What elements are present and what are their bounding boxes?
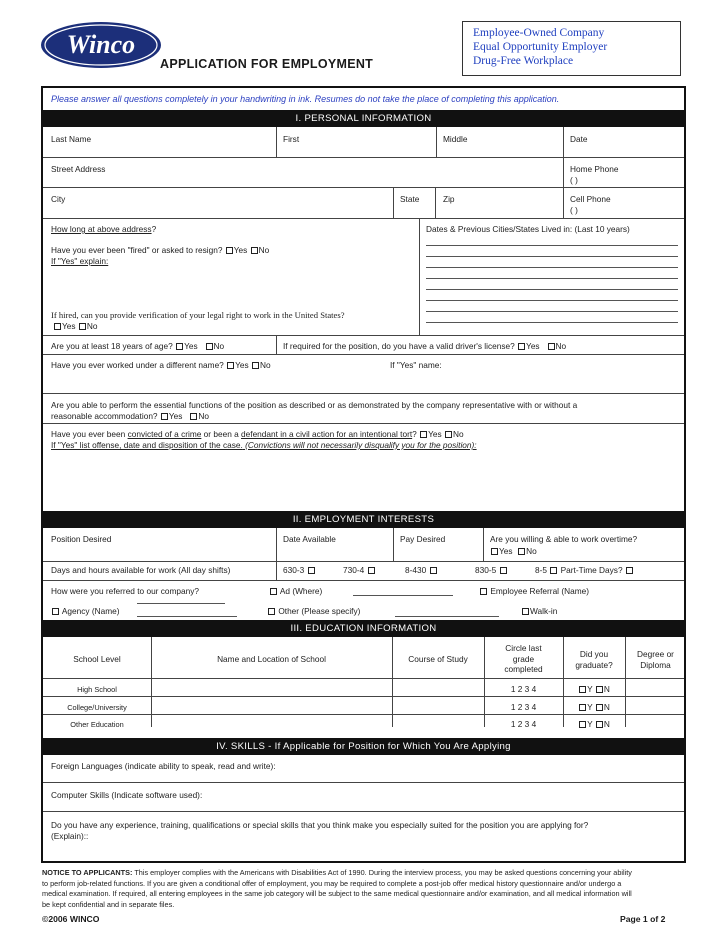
referral-other: Other (Please specify) <box>267 606 360 616</box>
shift-830-5: 830-5 <box>475 565 508 575</box>
section-heading-employment: II. EMPLOYMENT INTERESTS <box>43 511 684 528</box>
section-heading-personal: I. PERSONAL INFORMATION <box>43 110 684 127</box>
license-no-checkbox[interactable] <box>548 343 555 350</box>
date-label: Date <box>570 134 588 144</box>
street-address-label: Street Address <box>51 164 106 174</box>
course-of-study-header: Course of Study <box>408 654 468 664</box>
section-heading-education: III. EDUCATION INFORMATION <box>43 620 684 637</box>
fired-explain-label: If "Yes" explain: <box>51 256 109 266</box>
referral-walk-in: Walk-in <box>521 606 557 616</box>
diff-name-no-checkbox[interactable] <box>252 362 259 369</box>
diff-name-yes-checkbox[interactable] <box>227 362 234 369</box>
graduated-no-checkbox[interactable] <box>596 704 603 711</box>
section-heading-skills: IV. SKILLS - If Applicable for Position for Which You Are Applying <box>43 738 684 755</box>
part-time-checkbox[interactable] <box>626 567 633 574</box>
referral-employee: Employee Referral (Name) <box>479 586 589 596</box>
foreign-languages-label: Foreign Languages (indicate ability to speak, read and write): <box>51 761 276 771</box>
school-name-header: Name and Location of School <box>217 654 326 664</box>
graduated-no-checkbox[interactable] <box>596 721 603 728</box>
graduated-options: Y N <box>563 719 625 729</box>
copyright: ©2006 WINCO <box>42 914 100 924</box>
employee-referral-checkbox[interactable] <box>480 588 487 595</box>
middle-name-label: Middle <box>443 134 468 144</box>
shift-630-3: 630-3 <box>283 565 316 575</box>
page-title: APPLICATION FOR EMPLOYMENT <box>160 57 374 71</box>
city-label: City <box>51 194 66 204</box>
home-phone-area: ( ) <box>570 175 578 185</box>
company-line: Equal Opportunity Employer <box>473 41 608 53</box>
pay-desired-label: Pay Desired <box>400 534 446 544</box>
application-form <box>41 86 686 863</box>
referral-ad: Ad (Where) <box>269 586 322 596</box>
page-number: Page 1 of 2 <box>620 914 666 924</box>
graduated-no-checkbox[interactable] <box>596 686 603 693</box>
verification-options: Yes No <box>53 321 97 331</box>
referral-agency: Agency (Name) <box>51 606 120 616</box>
accommodation-question: reasonable accommodation? Yes No <box>51 411 209 421</box>
age-question: Are you at least 18 years of age? Yes No <box>51 341 225 351</box>
education-row-high-school: High School <box>77 685 117 694</box>
walk-in-checkbox[interactable] <box>522 608 529 615</box>
shift-730-4: 730-4 <box>343 565 376 575</box>
how-long-label: How long at above address? <box>51 224 157 234</box>
graduated-yes-checkbox[interactable] <box>579 686 586 693</box>
other-checkbox[interactable] <box>268 608 275 615</box>
license-yes-checkbox[interactable] <box>518 343 525 350</box>
experience-explain-label: (Explain):: <box>51 831 89 841</box>
graduated-options: Y N <box>563 702 625 712</box>
shift-8-5-checkbox[interactable] <box>550 567 557 574</box>
company-line: Employee-Owned Company <box>473 27 605 39</box>
grade-options[interactable]: 1 2 3 4 <box>510 702 537 712</box>
cell-phone-label: Cell Phone <box>570 194 611 204</box>
graduated-options: Y N <box>563 684 625 694</box>
days-hours-label: Days and hours available for work (All day shifts) <box>51 565 231 575</box>
school-level-header: School Level <box>73 654 121 664</box>
instructions: Please answer all questions completely in your handwriting in ink. Resumes do not take the place of completing this application. <box>51 94 560 104</box>
accommodation-no-checkbox[interactable] <box>190 413 197 420</box>
grade-options[interactable]: 1 2 3 4 <box>510 684 537 694</box>
cell-phone-area: ( ) <box>570 205 578 215</box>
overtime-yes-checkbox[interactable] <box>491 548 498 555</box>
education-row-college: College/University <box>67 703 127 712</box>
conviction-explain-label: If "Yes" list offense, date and disposition of the case. (Convictions will not necessarily disqualify you for the position): <box>51 440 477 450</box>
degree-header: Degree or Diploma <box>637 649 674 670</box>
different-name-question: Have you ever worked under a different name? Yes No <box>51 360 271 370</box>
graduated-yes-checkbox[interactable] <box>579 721 586 728</box>
graduated-yes-checkbox[interactable] <box>579 704 586 711</box>
shift-630-3-checkbox[interactable] <box>308 567 315 574</box>
company-info-box <box>462 21 681 76</box>
education-row-other: Other Education <box>70 720 124 729</box>
winco-logo <box>40 20 162 70</box>
agency-checkbox[interactable] <box>52 608 59 615</box>
age-yes-checkbox[interactable] <box>176 343 183 350</box>
ad-checkbox[interactable] <box>270 588 277 595</box>
state-label: State <box>400 194 420 204</box>
shift-730-4-checkbox[interactable] <box>368 567 375 574</box>
graduated-header: Did you graduate? <box>575 649 613 670</box>
accommodation-yes-checkbox[interactable] <box>161 413 168 420</box>
verification-yes-checkbox[interactable] <box>54 323 61 330</box>
age-no-checkbox[interactable] <box>206 343 213 350</box>
grade-completed-header: Circle last grade completed <box>504 643 543 674</box>
fired-yes-checkbox[interactable] <box>226 247 233 254</box>
referral-question: How were you referred to our company? <box>51 586 200 596</box>
computer-skills-label: Computer Skills (Indicate software used): <box>51 790 203 800</box>
notice-to-applicants: NOTICE TO APPLICANTS: This employer complies with the Americans with Disabilities Act of 1990. During the interview process, you may be asked questions concerning your ability to perform job-related functions. If you are given a conditional offer of employment, you may be required to complete a post-job offer medical history questionnaire and/or undergo a medical examination. If required, all entering employees in the same job category will be subject to the same medical questionnaire and/or examination, and all medical information will be kept confidential and in separate files. <box>42 868 632 909</box>
last-name-label: Last Name <box>51 134 92 144</box>
experience-question: Do you have any experience, training, qualifications or special skills that you think make you especially suited for the position you are applying for? <box>51 820 589 830</box>
shift-830-5-checkbox[interactable] <box>500 567 507 574</box>
conviction-no-checkbox[interactable] <box>445 431 452 438</box>
shift-8-430: 8-430 <box>405 565 438 575</box>
conviction-yes-checkbox[interactable] <box>420 431 427 438</box>
logo-text: Winco <box>66 30 136 59</box>
overtime-question: Are you willing & able to work overtime? <box>490 534 638 544</box>
previous-cities-label: Dates & Previous Cities/States Lived in: (Last 10 years) <box>426 224 630 234</box>
license-question: If required for the position, do you have a valid driver's license? Yes No <box>283 341 567 351</box>
company-line: Drug-Free Workplace <box>473 55 574 67</box>
fired-question: Have you ever been "fired" or asked to resign? Yes No <box>51 245 270 255</box>
overtime-options: Yes No <box>490 546 537 556</box>
different-name-label: If "Yes" name: <box>390 360 442 370</box>
overtime-no-checkbox[interactable] <box>518 548 525 555</box>
first-name-label: First <box>283 134 300 144</box>
home-phone-label: Home Phone <box>570 164 619 174</box>
conviction-question: Have you ever been convicted of a crime or been a defendant in a civil action for an intentional tort? Yes No <box>51 429 464 439</box>
zip-label: Zip <box>443 194 455 204</box>
verification-no-checkbox[interactable] <box>79 323 86 330</box>
essential-functions-question: Are you able to perform the essential functions of the position as described or as demonstrated by the company representative with or without a <box>51 400 578 410</box>
date-available-label: Date Available <box>283 534 336 544</box>
position-desired-label: Position Desired <box>51 534 112 544</box>
shift-8-5: 8-5 Part-Time Days? <box>535 565 634 575</box>
shift-8-430-checkbox[interactable] <box>430 567 437 574</box>
fired-no-checkbox[interactable] <box>251 247 258 254</box>
grade-options[interactable]: 1 2 3 4 <box>510 719 537 729</box>
verification-question: If hired, can you provide verification of your legal right to work in the United States? <box>51 310 345 320</box>
